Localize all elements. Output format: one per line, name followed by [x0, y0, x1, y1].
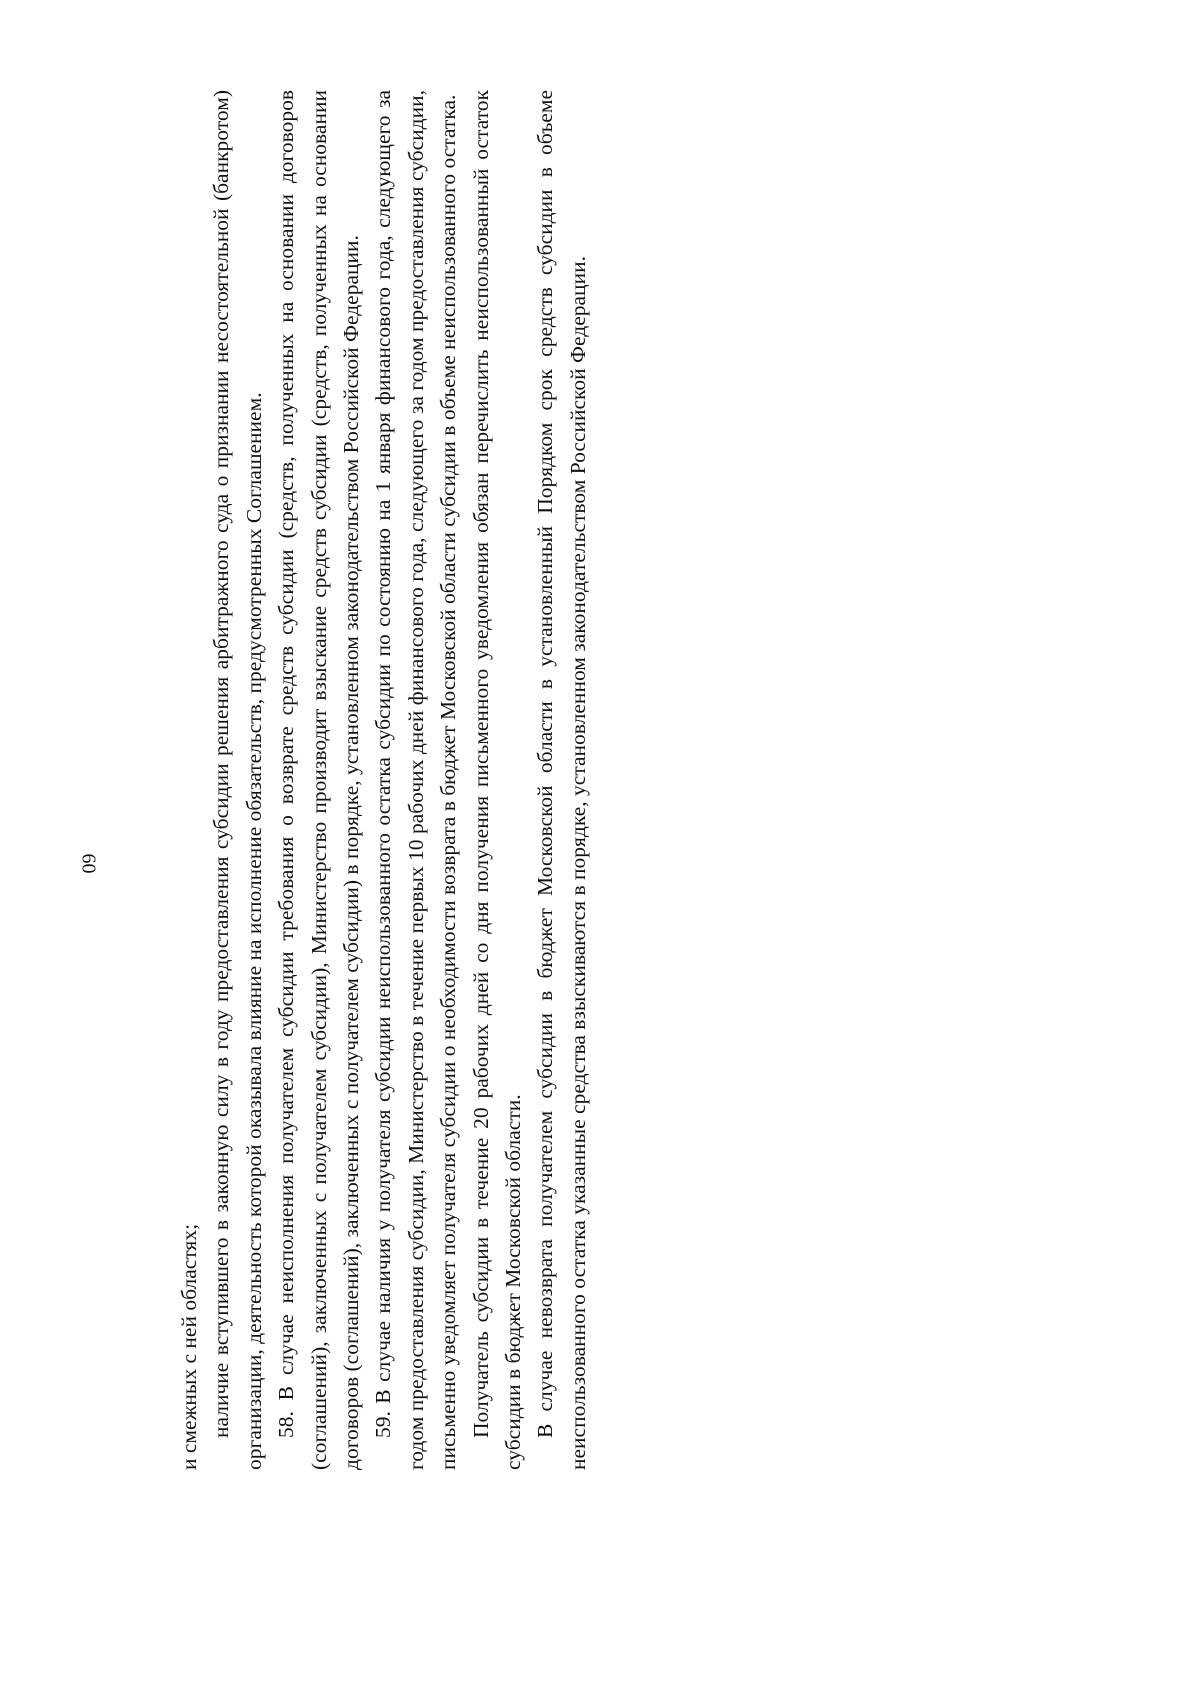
paragraph: наличие вступившего в законную силу в году предоставления субсидии решения арбитражного суда о признании несостоятельной (банкротом) организации, деятельность которой оказывала влияние на исполнение обязательств, предусмотренных Соглашением.: [209, 90, 266, 1470]
paragraph: Получатель субсидии в течение 20 рабочих дней со дня получения письменного уведомления обязан перечислить неиспользованный остаток субсидии в бюджет Московской области.: [468, 90, 526, 1470]
rotated-text-block: [173, 90, 594, 1470]
paragraph: и смежных с ней областях;: [177, 1223, 201, 1470]
paragraph: 58. В случае неисполнения получателем субсидии требования о возврате средств субсидии (средств, полученных на основании договоров (соглашений), заключенных с получателем субсидии), Министерство производит взыскание средств субсидии (средств, полученных на основании договоров (соглашений), заключенных с получателем субсидии) в порядке, установленном законодательством Российской Федерации.: [274, 90, 364, 1470]
page-number: 60: [77, 853, 100, 874]
paragraph: В случае невозврата получателем субсидии в бюджет Московской области в установленный Порядком срок средств субсидии в объеме неиспользованного остатка указанные средства взыскиваются в порядке, установленном законодательством Российской Федерации.: [533, 90, 590, 1470]
document-body: [173, 90, 594, 1470]
paragraph: 59. В случае наличия у получателя субсидии неиспользованного остатка субсидии по состоянию на 1 января финансового года, следующего за годом предоставления субсидии, Министерство в течение первых 10 рабочих дней финансового года, следующего за годом предоставления субсидии, письменно уведомляет получателя субсидии о необходимости возврата в бюджет Московской области субсидии в объеме неиспользованного остатка.: [371, 90, 461, 1470]
